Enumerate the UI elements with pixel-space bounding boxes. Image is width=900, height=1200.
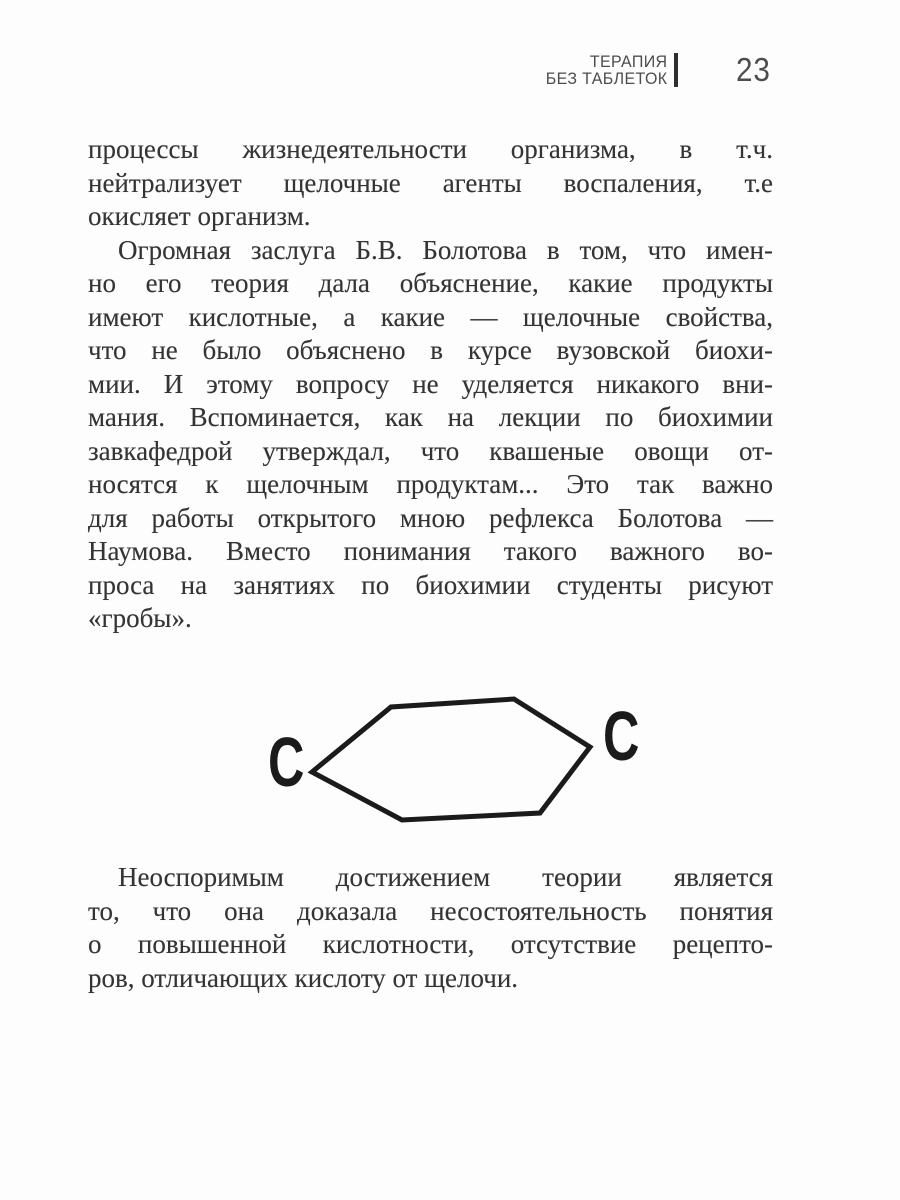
paragraph [88,234,773,636]
text-line: «гробы». [88,603,192,633]
text-line: то, что она доказала несостоятельность понятия [88,895,773,926]
text-line: процессы жизнедеятельности организма, в т.ч. [88,134,773,164]
text-line: окисляет организм. [88,201,311,231]
text-line: имеют кислотные, а какие — щелочные свойства, [88,301,773,332]
carbon-label-left: C [268,723,305,801]
text-line: мии. И этому вопросу не уделяется никакого вни- [88,368,773,399]
page-number: 23 [736,51,771,88]
text-line: Неоспоримым достижением теории является [118,862,773,892]
text-block-before-figure [88,133,773,636]
header-divider [674,53,678,87]
running-title-line-1: ТЕРАПИЯ [589,52,667,71]
text-line: для работы открытого мною рефлекса Болотова — [88,502,773,533]
text-line: проса на занятиях по биохимии студенты рисуют [88,569,773,600]
paragraph [88,133,773,234]
paragraph [88,861,773,995]
text-line: о повышенной кислотности, отсутствие рецепто- [88,929,773,959]
text-line: нейтрализует щелочные агенты воспаления, т.е [88,167,773,198]
text-line: Наумова. Вместо понимания такого важного во- [88,536,773,566]
text-block-after-figure [88,861,773,995]
text-line: что не было объяснено в курсе вузовской биохи- [88,335,773,365]
text-line: носятся к щелочным продуктам... Это так важно [88,469,773,499]
running-title-line-2: БЕЗ ТАБЛЕТОК [545,69,667,88]
text-line: мания. Вспоминается, как на лекции по биохимии [88,402,773,432]
text-line: ров, отличающих кислоту от щелочи. [88,962,519,993]
hexagon-ring-icon [240,655,680,855]
text-line: Огромная заслуга Б.В. Болотова в том, что имен- [118,234,773,265]
carbon-label-right: C [603,697,640,775]
text-line: завкафедрой утверждал, что квашеные овощи от- [88,435,773,466]
running-title [545,53,667,87]
text-line: но его теория дала объяснение, какие продукты [88,268,773,298]
